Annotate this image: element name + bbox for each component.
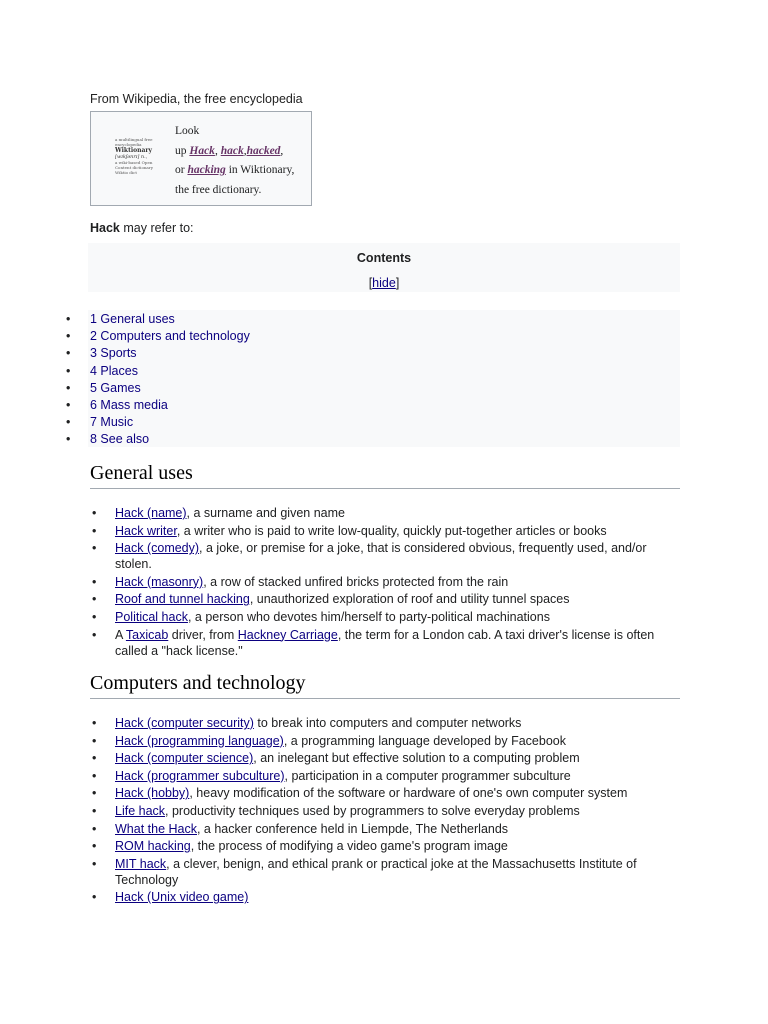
item-link[interactable]: Hack (masonry) [115, 574, 204, 589]
toc-link-mass-media[interactable]: 6 Mass media [90, 397, 168, 412]
toc-item [60, 311, 250, 328]
list-item [90, 505, 680, 521]
item-text: , a person who devotes him/herself to party-political machinations [187, 609, 550, 624]
logo-line: Wiktio dict [115, 170, 137, 175]
toc-item [60, 363, 250, 380]
item-text-secondary: , the term for a London cab. A taxi driver's license is often called a "hack license." [115, 627, 655, 658]
item-text: , a writer who is paid to write low-quality, quickly put-together articles or books [176, 523, 607, 538]
list-item [90, 856, 680, 888]
toc-item [60, 345, 250, 362]
wikt-line-2 [175, 142, 307, 162]
wiktionary-box [90, 111, 312, 206]
item-text: , participation in a computer programmer subculture [284, 768, 571, 783]
item-text: driver, from [168, 627, 238, 642]
logo-line: a multilingual free [115, 137, 153, 142]
toc-item [60, 431, 250, 448]
intro-term: Hack [90, 221, 120, 235]
item-link[interactable]: Hack (programming language) [115, 733, 284, 748]
item-text: to break into computers and computer networks [253, 716, 522, 730]
wikt-sep: , [214, 144, 221, 157]
item-text: , unauthorized exploration of roof and utility tunnel spaces [249, 592, 570, 607]
general-uses-list [90, 505, 680, 660]
logo-line: [wɪkʃənrɪ] n., [115, 154, 148, 160]
wikt-or-text: or [175, 164, 188, 176]
toc-list [60, 311, 250, 449]
item-link[interactable]: What the Hack [115, 821, 197, 836]
item-text: , a hacker conference held in Liempde, The Netherlands [196, 821, 509, 836]
item-text: , a clever, benign, and ethical prank or practical joke at the Massachusetts Institute of Technology [115, 856, 637, 887]
toc-title: Contents [356, 251, 412, 265]
item-text: , a row of stacked unfired bricks protected from the rain [203, 574, 509, 589]
computers-list [90, 715, 680, 907]
toc-item [60, 414, 250, 431]
logo-line: encyclopedia [115, 142, 142, 147]
list-item [90, 889, 680, 905]
item-link[interactable]: Hack (name) [115, 506, 187, 520]
list-item [90, 785, 680, 801]
intro-sentence [90, 221, 194, 235]
site-tagline: From Wikipedia, the free encyclopedia [90, 92, 303, 106]
item-link[interactable]: Hack (computer security) [115, 716, 254, 730]
item-link[interactable]: Hack (Unix video game) [115, 890, 249, 905]
list-item [90, 715, 680, 731]
section-heading-computers: Computers and technology [90, 672, 680, 699]
toc-link-music[interactable]: 7 Music [90, 415, 134, 430]
item-link[interactable]: Hack (computer science) [115, 751, 254, 766]
toc-item [60, 328, 250, 345]
item-link[interactable]: Hack (comedy) [115, 541, 200, 556]
list-item [90, 821, 680, 837]
list-item [90, 838, 680, 854]
item-link[interactable]: Roof and tunnel hacking [115, 592, 250, 607]
item-link[interactable]: MIT hack [115, 856, 167, 871]
wikt-in-wiktionary: in Wiktionary, [225, 164, 295, 176]
toc-link-places[interactable]: 4 Places [90, 363, 138, 378]
wikt-line-3 [175, 161, 307, 181]
toc-link-games[interactable]: 5 Games [90, 380, 141, 395]
toc-item [60, 380, 250, 397]
list-item [90, 540, 680, 572]
wikt-up-text: up [175, 144, 190, 157]
list-item [90, 574, 680, 590]
toc-bracket: [ [368, 276, 373, 290]
list-item [90, 803, 680, 819]
list-item [90, 591, 680, 607]
logo-line: a wiki-based Open [115, 160, 153, 165]
item-text: , heavy modification of the software or hardware of one's own computer system [189, 786, 628, 801]
toc-bracket: ] [395, 276, 400, 290]
item-text: , a surname and given name [186, 506, 345, 520]
toc-item [60, 397, 250, 414]
toc-header [88, 243, 680, 292]
item-text: , an inelegant but effective solution to a computing problem [253, 751, 580, 766]
toc-link-sports[interactable]: 3 Sports [90, 346, 137, 361]
logo-line: Wiktionary [115, 147, 153, 154]
wiktionary-logo [115, 137, 155, 177]
item-link[interactable]: Hack (programmer subculture) [115, 768, 285, 783]
toc-link-see-also[interactable]: 8 See also [90, 432, 150, 447]
list-item [90, 609, 680, 625]
toc-hide-link[interactable]: hide [372, 276, 396, 290]
item-text: , a joke, or premise for a joke, that is considered obvious, frequently used, and/or stolen. [115, 541, 647, 572]
item-link[interactable]: Taxicab [125, 627, 169, 642]
item-text: , a programming language developed by Facebook [283, 733, 566, 748]
item-link[interactable]: Life hack [115, 803, 166, 818]
wikt-link-hacking[interactable]: hacking [187, 164, 226, 176]
item-text: , productivity techniques used by programmers to solve everyday problems [165, 803, 580, 818]
item-link[interactable]: Hack (hobby) [115, 786, 190, 801]
wikt-sep: , [243, 144, 247, 157]
wikt-link-hack[interactable]: hack [220, 144, 244, 157]
wikt-line-4: the free dictionary. [175, 183, 262, 196]
list-item [90, 733, 680, 749]
item-text: , the process of modifying a video game's program image [190, 839, 508, 854]
toc-link-general-uses[interactable]: 1 General uses [90, 312, 175, 326]
wikt-sep: , [280, 144, 284, 157]
list-item [90, 523, 680, 539]
wiktionary-text [175, 122, 307, 200]
item-link[interactable]: Political hack [115, 609, 188, 624]
item-link[interactable]: ROM hacking [115, 839, 191, 854]
item-link-secondary[interactable]: Hackney Carriage [237, 627, 338, 642]
wikt-line-1: Look [175, 125, 200, 137]
intro-rest: may refer to: [119, 221, 194, 235]
item-link[interactable]: Hack writer [115, 523, 177, 538]
list-item [90, 750, 680, 766]
section-heading-general-uses: General uses [90, 462, 680, 489]
wikt-link-Hack[interactable]: Hack [189, 144, 215, 157]
list-item [90, 768, 680, 784]
item-prefix: A [115, 627, 126, 642]
logo-line: Content dictionary [115, 165, 153, 170]
wikt-link-hacked[interactable]: hacked [246, 144, 281, 157]
toc-toggle [88, 276, 680, 290]
toc-link-computers[interactable]: 2 Computers and technology [90, 329, 250, 344]
list-item [90, 627, 680, 659]
